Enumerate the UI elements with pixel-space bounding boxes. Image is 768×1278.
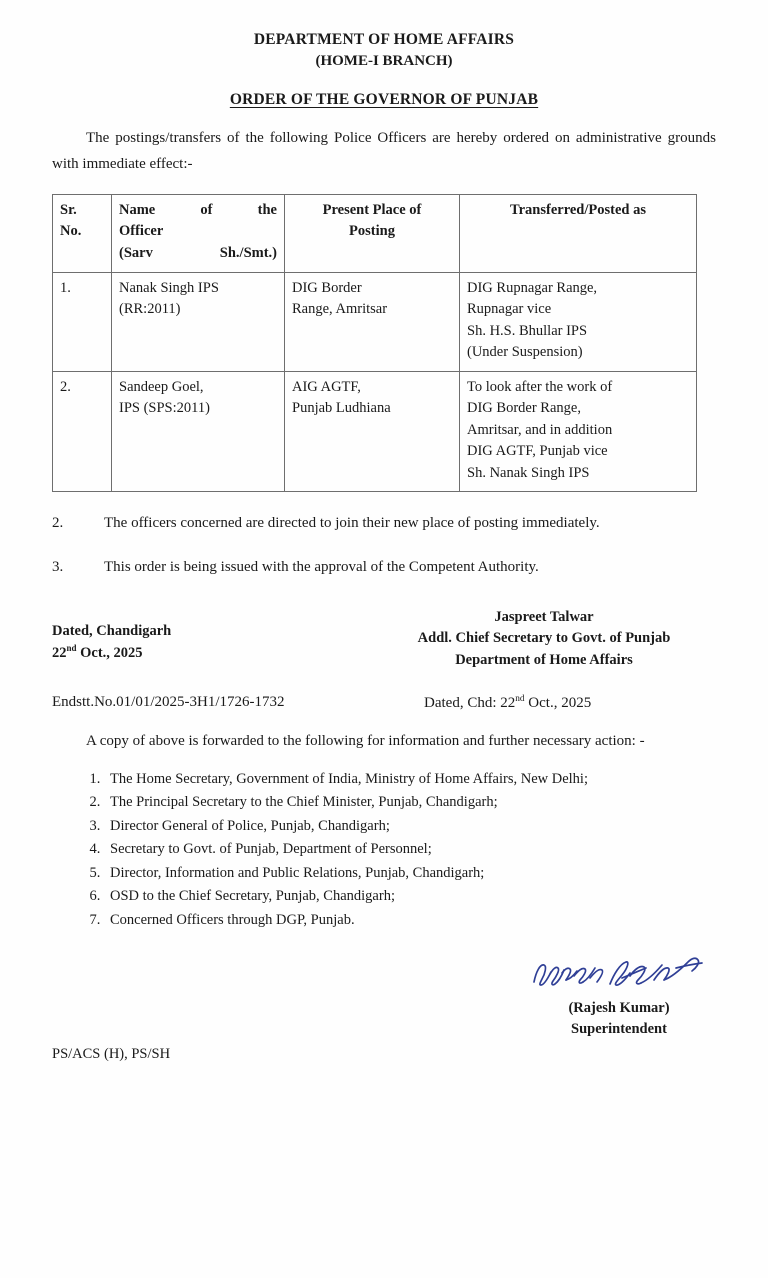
bottom-signature-designation: Superintendent: [571, 1020, 667, 1037]
cell-line: DIG Border: [292, 279, 362, 296]
cell-transferred-posted: [460, 272, 697, 371]
clause-3: [52, 554, 716, 580]
cell-present-place: [285, 371, 460, 491]
page-title-department: DEPARTMENT OF HOME AFFAIRS: [253, 31, 515, 48]
clause-text: The officers concerned are directed to join their new place of posting immediately.: [104, 515, 600, 531]
column-header-transferred-posted: [460, 194, 697, 272]
document-body: [52, 0, 716, 1063]
endorsement-date-prefix: Dated, Chd: 22: [424, 694, 516, 711]
dated-rest: Oct., 2025: [76, 645, 143, 662]
cell-line: To look after the work of: [467, 378, 613, 395]
cell-line: DIG Rupnagar Range,: [467, 279, 598, 296]
clause-text: This order is being issued with the approval of the Competent Authority.: [104, 559, 539, 576]
endorsement-number: Endstt.No.01/01/2025-3H1/1726-1732: [52, 693, 285, 710]
cell-line: AIG AGTF,: [292, 378, 361, 395]
footer-note: PS/ACS (H), PS/SH: [52, 1046, 171, 1063]
dated-place: Dated, Chandigarh: [52, 622, 172, 639]
cell-line: Nanak Singh IPS: [119, 279, 219, 296]
list-item: 3. Director General of Police, Punjab, Chandigarh;: [104, 815, 716, 838]
signing-officer-name: Jaspreet Talwar: [494, 608, 594, 625]
intro-paragraph: The postings/transfers of the following Police Officers are hereby ordered on administrative grounds with immediate effect:-: [52, 130, 716, 173]
distribution-list: [52, 768, 716, 932]
bottom-signature-name: (Rajesh Kumar): [568, 1000, 670, 1017]
page-subtitle-branch: (HOME-I BRANCH): [315, 52, 453, 69]
endorsement-date: [424, 694, 716, 712]
order-title: ORDER OF THE GOVERNOR OF PUNJAB: [229, 91, 539, 109]
column-header-officer-name: [112, 194, 285, 272]
bottom-signature-name-block: [504, 998, 734, 1039]
cell-line: Punjab Ludhiana: [292, 400, 391, 417]
cell-line: (Under Suspension): [467, 344, 583, 361]
cell-line: (RR:2011): [119, 301, 181, 318]
handwritten-signature-icon: [526, 952, 716, 992]
header-line: No.: [60, 223, 82, 240]
dated-ordinal: nd: [66, 643, 77, 654]
header-line: Name of the: [119, 201, 277, 218]
clause-number: 3.: [52, 559, 64, 576]
postings-table: [52, 194, 697, 492]
endorsement-date-rest: Oct., 2025: [524, 694, 592, 711]
signature-block: [52, 607, 716, 672]
list-item: 6. OSD to the Chief Secretary, Punjab, Chandigarh;: [104, 885, 716, 908]
cell-present-place: [285, 272, 460, 371]
table-header-row: [53, 194, 697, 272]
signing-officer-department: Department of Home Affairs: [455, 652, 633, 668]
cell-officer-name: [112, 371, 285, 491]
header-line: Posting: [349, 223, 395, 240]
header-line: Transferred/Posted as: [510, 201, 646, 218]
signing-officer-block: [372, 607, 716, 672]
list-item: 2. The Principal Secretary to the Chief Minister, Punjab, Chandigarh;: [104, 791, 716, 814]
list-item: 1. The Home Secretary, Government of India, Ministry of Home Affairs, New Delhi;: [104, 768, 716, 791]
endorsement-date-ordinal: nd: [515, 693, 525, 704]
clause-number: 2.: [52, 515, 64, 531]
header-line: Sr.: [60, 201, 77, 218]
endorsement-copy-text: A copy of above is forwarded to the following for information and further necessary action: -: [86, 732, 645, 749]
cell-officer-name: [112, 272, 285, 371]
column-header-sr-no: [53, 194, 112, 272]
clause-2: [52, 510, 716, 536]
header-line: Present Place of: [322, 201, 422, 218]
list-item: 7. Concerned Officers through DGP, Punjab.: [104, 909, 716, 932]
dated-place-block: [52, 607, 372, 665]
column-header-present-place: [285, 194, 460, 272]
cell-sr-no: 2.: [53, 371, 112, 491]
cell-sr-no: 1.: [53, 272, 112, 371]
cell-line: Range, Amritsar: [292, 301, 388, 318]
cell-line: DIG AGTF, Punjab vice: [467, 443, 608, 460]
cell-line: Amritsar, and in addition: [467, 421, 613, 438]
cell-line: Sh. Nanak Singh IPS: [467, 464, 590, 481]
cell-line: DIG Border Range,: [467, 400, 581, 417]
header-line: (Sarv Sh./Smt.): [119, 245, 277, 262]
cell-line: Sh. H.S. Bhullar IPS: [467, 322, 588, 339]
cell-line: Rupnagar vice: [467, 301, 552, 318]
table-body: [53, 272, 697, 491]
dated-date: [52, 642, 372, 665]
table-row: [53, 371, 697, 491]
dated-day: 22: [52, 645, 67, 662]
header-line: Officer: [119, 223, 164, 240]
bottom-signature-block: [52, 954, 716, 1046]
list-item: 4. Secretary to Govt. of Punjab, Department of Personnel;: [104, 838, 716, 861]
signing-officer-designation: Addl. Chief Secretary to Govt. of Punjab: [417, 630, 671, 647]
table-row: [53, 272, 697, 371]
cell-transferred-posted: [460, 371, 697, 491]
endorsement-row: [52, 694, 716, 712]
cell-line: IPS (SPS:2011): [119, 400, 210, 417]
list-item: 5. Director, Information and Public Relations, Punjab, Chandigarh;: [104, 862, 716, 885]
cell-line: Sandeep Goel,: [119, 378, 204, 395]
